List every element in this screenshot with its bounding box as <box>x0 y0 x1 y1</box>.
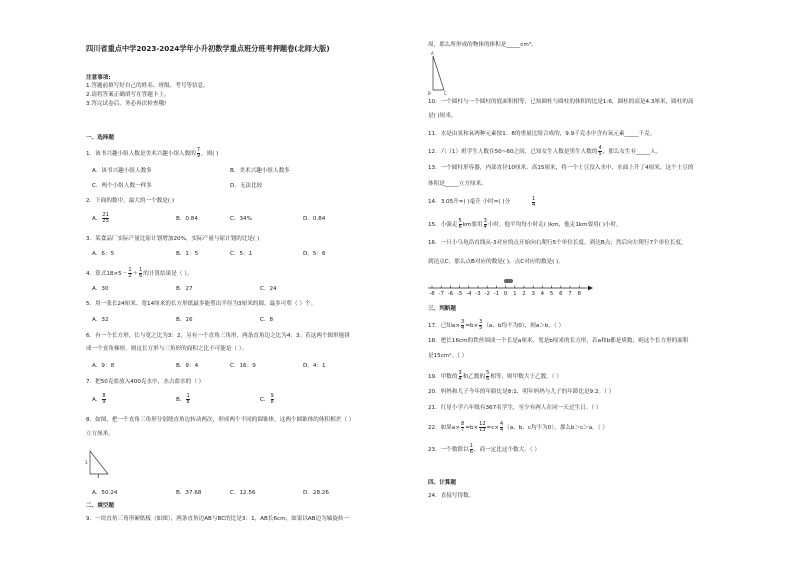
number-line-label: -1 <box>493 291 500 297</box>
page-title: 四川省重点中学2023-2024学年小升初数学重点班分班考押题卷(北师大版) <box>86 44 330 53</box>
section-heading-calc: 四、计算题 <box>428 480 456 486</box>
option-c: C．8 <box>260 317 274 323</box>
option-c: C． $\frac{9}{8}$ <box>260 393 274 405</box>
triangle-figure-q9 <box>424 50 454 96</box>
number-line-label: 7 <box>568 291 572 297</box>
option-a: A． $\frac{21}{25}$ <box>92 212 109 224</box>
question-18-cont: 是15cm²。（ ） <box>428 353 468 359</box>
question-22: 22．如果a× $\frac{8}{7}$ =b× $\frac{12}{13}$ =c× $\frac{4}{4}$ （a、b、c均不为0），那么b＞c＞a。（ ） <box>428 421 608 433</box>
question-14: 14．3.05升=( )毫升 小时=( )分 <box>428 199 511 205</box>
number-line-label: -7 <box>438 291 444 297</box>
option-c: C．16：9 <box>230 363 256 369</box>
number-line <box>424 278 594 302</box>
note-item: 2.请将答案正确填写在答题卡上。 <box>86 92 170 98</box>
option-c: C．两个小组人数一样多 <box>92 183 152 189</box>
number-line-label: -5 <box>456 291 463 297</box>
question-16-cont: 到达点C。那么点B对应的数是( )，点C对应的数是( )。 <box>428 259 564 265</box>
number-line-label: 6 <box>559 291 563 297</box>
fig-label-a: A <box>431 51 434 56</box>
turtle-icon <box>504 279 513 283</box>
section-heading-choice: 一、选择题 <box>86 135 114 141</box>
question-23: 23．一个数除以 $\frac{1}{6}$ ，商一定比这个数大。（ ） <box>428 443 540 455</box>
option-b: B．16 <box>176 317 193 323</box>
question-10-cont: 是( )厘米。 <box>428 113 457 119</box>
number-line-label: 8 <box>577 291 581 297</box>
question-17: 17．已知a× $\frac{3}{4}$ =b× $\frac{3}{5}$ （a、b均不为0），则a＞b。（ ） <box>428 319 565 331</box>
option-c: C．24 <box>260 286 277 292</box>
number-line-label: 4 <box>540 291 545 297</box>
option-b: B．0.84 <box>176 216 198 222</box>
question-10: 10．一个圆柱与一个圆柱的底面积相等，已知圆柱与圆柱的体积的比是1:6，圆柱的高是4.3厘米，圆柱的高 <box>428 99 694 105</box>
option-d: D．28.26 <box>303 490 329 496</box>
number-line-label: 2 <box>522 291 526 297</box>
number-line-label: -8 <box>429 291 435 297</box>
section-heading-judge: 三、判断题 <box>428 306 456 312</box>
triangle-shape <box>433 56 444 90</box>
fig-label-b: B <box>428 91 431 96</box>
question-21: 21．红星小学六年级有367名学生，至少有两人在同一天过生日。（ ） <box>428 405 602 411</box>
option-d: D．无法比较 <box>230 183 263 189</box>
question-9: 9．一块直角三角形硬纸板（如图），两条直角边AB与BC的比是3：1，AB长6cm，如果以AB边为轴旋转一 <box>86 516 350 522</box>
question-4: 4．算式18×5－ $\frac{1}{2}$ ＋ $\frac{1}{6}$ 的计算结果是（ ）。 <box>86 267 193 279</box>
question-3: 3．某食品厂实际产量比原计划增加20%，实际产量与原计划的比是( ) <box>86 236 260 242</box>
option-a: A．32 <box>92 317 109 323</box>
option-b: B．1：5 <box>176 251 199 257</box>
option-b: B．37.68 <box>176 490 202 496</box>
number-line-label: 5 <box>549 291 554 297</box>
option-a: A．9：8 <box>92 363 115 369</box>
triangle-figure-q8 <box>84 448 114 478</box>
option-b: B．9：4 <box>176 363 199 369</box>
option-b: B． $\frac{1}{8}$ <box>176 393 190 405</box>
question-7: 7．把50克盐放入400克水中，水占盐水的（ ） <box>86 379 205 385</box>
triangle-shape <box>90 451 108 474</box>
option-c: C．12.56 <box>230 490 256 496</box>
question-5: 5．用一张长24厘米、宽14厘米的长方形纸最多能剪出半径为3厘米的圆，最多可剪（ ）个。 <box>86 301 317 307</box>
question-19: 19．甲数的 $\frac{3}{4}$ 和乙数的 $\frac{5}{6}$ 相等，则甲数大于乙数。（ ） <box>428 370 562 382</box>
note-item: 3.答完试卷后，务必再次检查哦! <box>86 101 167 107</box>
question-13: 13．一个圆柱形容器，内部直径10厘米，高15厘米，将一个土豆没入水中，水面上升了4厘米，这个土豆的 <box>428 165 694 171</box>
option-a: A．该书兴趣小组人数多 <box>92 168 152 174</box>
question-11: 11．水是由氢和氧两种元素按1：8的重量比组合成的，9.9千克水中含有氧元素_____千克。 <box>428 131 656 137</box>
section-heading-fill: 二、填空题 <box>86 503 114 509</box>
question-13-cont: 体积是_____立方厘米。 <box>428 181 487 187</box>
option-c: C．34% <box>230 216 252 222</box>
option-a: A． $\frac{8}{9}$ <box>92 393 106 405</box>
number-line-label: -2 <box>484 291 490 297</box>
number-line-arrow <box>588 286 593 291</box>
note-item: 1.答题前填写好自己的姓名、班级、考号等信息。 <box>86 83 209 89</box>
question-14-fraction: $\frac{1}{4}$ <box>532 196 536 208</box>
fig-label-b: 4 <box>97 474 100 478</box>
question-24: 24．直接写得数。 <box>428 493 475 499</box>
question-2: 2．下面的数中，最大的一个数是( ) <box>86 198 175 204</box>
question-6: 6．有一个长方形，长与宽之比为3：2，另有一个直角三角形，两条直角边之比为4：3。若这两个图形能拼 <box>86 333 350 339</box>
question-8: 8．如图，把一个直角三角形分别绕直角边转动两次，形成两个不同的圆锥体，这两个圆锥体的体积相差（ ） <box>86 417 355 423</box>
number-line-label: 3 <box>531 291 535 297</box>
question-18: 18．把长16cm的铁丝围成一个长是a厘米，宽是b厘米的长方形，若a和b都是质数，则这个长方形的面积 <box>428 338 689 344</box>
option-c: C．5：1 <box>230 251 253 257</box>
option-b: B．27 <box>176 286 193 292</box>
fig-label-c: C <box>444 91 447 96</box>
question-6-cont: 成一个直角梯形，则这长方形与三角形的面积之比不可能是（ ）。 <box>86 346 248 352</box>
question-20: 20．妈妈和儿子今年的年龄比是8:1，明年妈妈与儿子的年龄比是9:2。（ ） <box>428 389 615 395</box>
number-line-label: -3 <box>475 291 481 297</box>
option-d: D．4：1 <box>303 363 326 369</box>
number-line-label: -4 <box>466 291 472 297</box>
question-15: 15．小强走 $\frac{5}{6}$ km要用 $\frac{3}{4}$ 小时，他平均每小时走( )km，他走1km要用( )小时。 <box>428 218 622 230</box>
option-a: A．50.24 <box>92 490 118 496</box>
option-d: D．0.84 <box>303 216 326 222</box>
option-a: A．6：5 <box>92 251 115 257</box>
question-1: 1．该书兴趣小组人数是美术兴趣小组人数的 $\frac{7}{9}$ ，则( ) <box>86 147 219 159</box>
option-d: D．5：6 <box>303 251 326 257</box>
notes-heading: 注意事项: <box>86 75 111 81</box>
number-line-label: 1 <box>513 291 517 297</box>
question-9-cont: 周，那么所形成的物体的体积是_____cm³。 <box>428 42 537 48</box>
question-16: 16．一只小乌龟沿直线从-3对应的点开始向右爬行5个单位长度，到达B点；然后向左爬行7个单位长度， <box>428 240 687 246</box>
question-8-cont: 立方厘米。 <box>86 431 114 437</box>
number-line-label: -6 <box>447 291 454 297</box>
question-12: 12．六（1）班学生人数在50~60之间，已知女生人数是男生人数的 $\frac{4}{5}$ ，那么女生有_____人。 <box>428 145 662 157</box>
option-a: A．30 <box>92 286 109 292</box>
option-b: B．美术兴趣小组人数多 <box>230 168 290 174</box>
fig-label-a: 3 <box>85 460 88 465</box>
number-line-label: 0 <box>503 291 508 297</box>
